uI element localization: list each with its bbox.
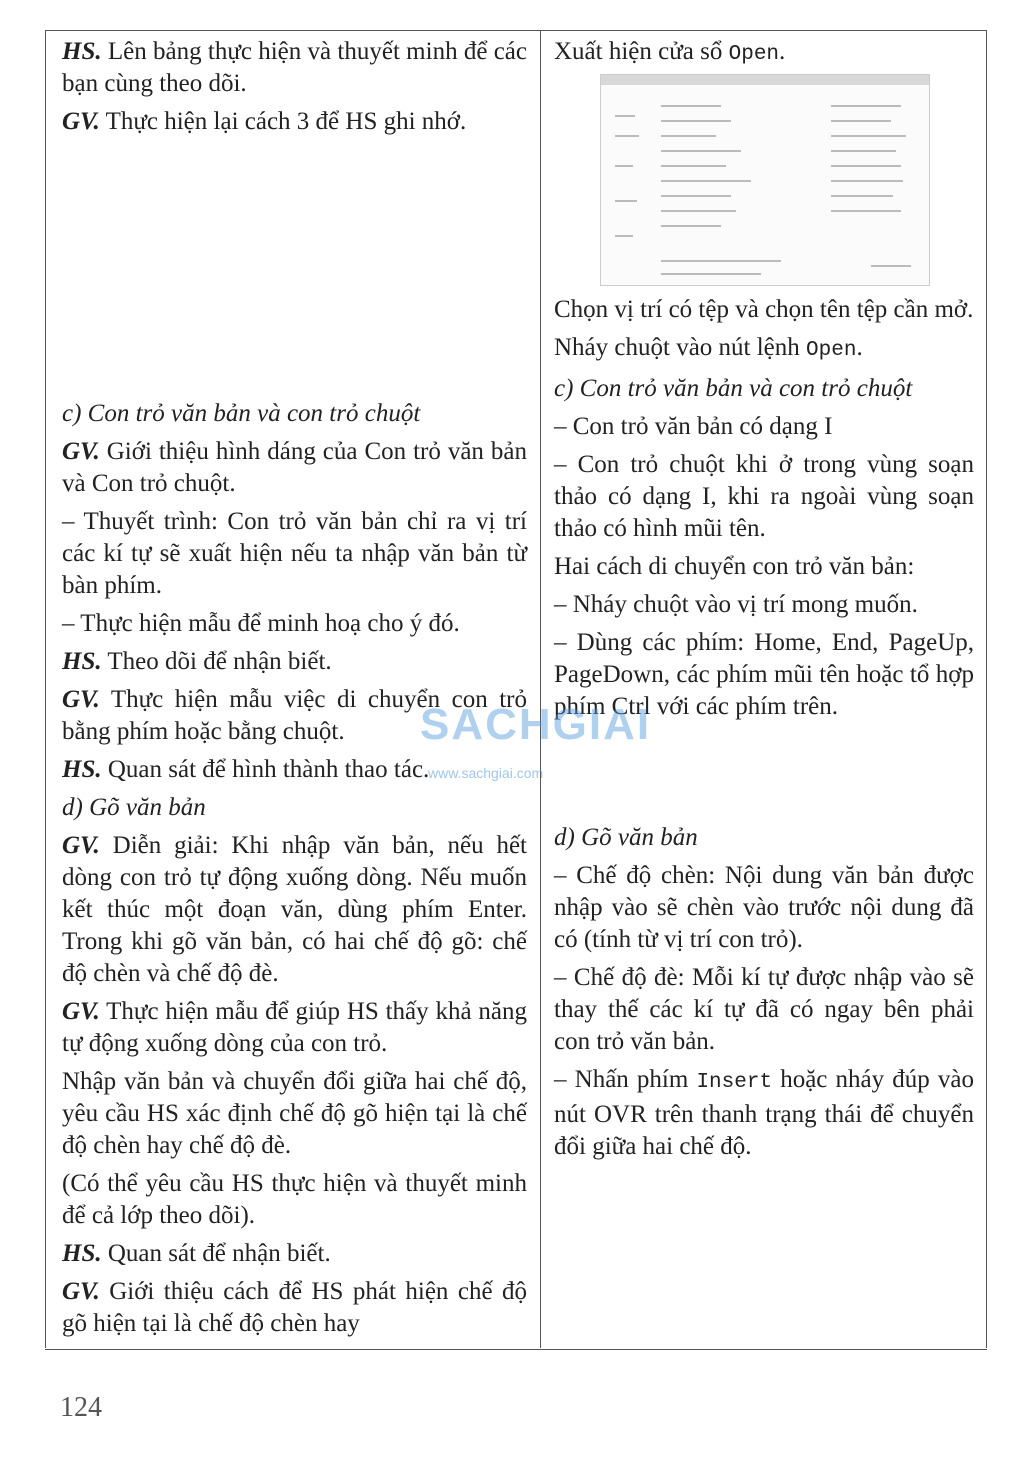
table-border-left [45,30,46,1348]
paragraph-text: – Nhấn phím [554,1066,697,1093]
paragraph-text: Quan sát để nhận biết. [101,1240,331,1267]
content-paragraph: – Nháy chuột vào vị trí mong muốn. [554,591,918,618]
page-number: 124 [60,1392,102,1423]
paragraph-text: Diễn giải: Khi nhập văn bản, nếu hết dòng con trỏ tự động xuống dòng. Nếu muốn kết thúc một đoạn văn, dùng phím Enter. Trong khi gõ văn bản, có hai chế độ gõ: chế độ chèn và chế độ đè. [62,832,527,987]
teacher-student-activities-column [62,36,527,144]
activity-paragraph: Nhập văn bản và chuyển đổi giữa hai chế độ, yêu cầu HS xác định chế độ gõ hiện tại là chế độ chèn hay chế độ đè. [62,1068,527,1159]
paragraph-text: . [856,334,863,361]
paragraph-text: Lên bảng thực hiện và thuyết minh để các bạn cùng theo dõi. [62,38,527,97]
code-text: Open [728,43,780,66]
paragraph-text: Giới thiệu hình dáng của Con trỏ văn bản và Con trỏ chuột. [62,438,527,497]
role-label: GV. [62,998,100,1025]
content-paragraph: Hai cách di chuyển con trỏ văn bản: [554,553,915,580]
paragraph-text: Giới thiệu cách để HS phát hiện chế độ gõ hiện tại là chế độ chèn hay [62,1278,527,1337]
paragraph-text: . [779,38,786,65]
content-paragraph: – Dùng các phím: Home, End, PageUp, PageDown, các phím mũi tên hoặc tổ hợp phím Ctrl với các phím trên. [554,629,974,720]
open-dialog-screenshot [600,74,930,286]
paragraph-text: Thực hiện mẫu việc di chuyển con trỏ bằng phím hoặc bằng chuột. [62,686,527,745]
paragraph-text: Nháy chuột vào nút lệnh [554,334,807,361]
role-label: GV. [62,1278,100,1305]
column-divider [540,30,541,1348]
content-paragraph: – Con trỏ văn bản có dạng I [554,413,833,440]
role-label: GV. [62,108,100,135]
content-paragraph [554,332,974,367]
content-paragraph [554,36,974,71]
paragraph-text: Thực hiện lại cách 3 để HS ghi nhớ. [99,108,467,135]
content-paragraph: Chọn vị trí có tệp và chọn tên tệp cần mở. [554,296,974,323]
teacher-student-activities-column-2 [62,398,527,1346]
section-heading: c) Con trỏ văn bản và con trỏ chuột [62,400,421,427]
role-label: HS. [62,38,102,65]
activity-paragraph [62,1276,527,1340]
content-paragraph: – Chế độ đè: Mỗi kí tự được nhập vào sẽ thay thế các kí tự đã có ngay bên phải con trỏ văn bản. [554,964,974,1055]
code-text: Insert [696,1071,773,1094]
activity-paragraph [62,996,527,1060]
role-label: GV. [62,832,100,859]
content-paragraph [554,1064,974,1163]
code-text: Open [806,339,857,362]
paragraph-text: Quan sát để hình thành thao tác. [101,756,430,783]
paragraph-text: Theo dõi để nhận biết. [101,648,332,675]
watermark-url: www.sachgiai.com [428,765,544,781]
role-label: GV. [62,438,100,465]
activity-paragraph [62,36,527,100]
content-column-3 [554,822,974,1169]
role-label: GV. [62,686,100,713]
activity-paragraph: – Thuyết trình: Con trỏ văn bản chỉ ra vị trí các kí tự sẽ xuất hiện nếu ta nhập văn bản từ bàn phím. [62,508,527,599]
activity-paragraph: (Có thể yêu cầu HS thực hiện và thuyết minh để cả lớp theo dõi). [62,1170,527,1229]
activity-paragraph [62,830,527,990]
section-heading: d) Gõ văn bản [554,824,698,851]
activity-paragraph: – Thực hiện mẫu để minh hoạ cho ý đó. [62,610,460,637]
section-heading: c) Con trỏ văn bản và con trỏ chuột [554,375,913,402]
activity-paragraph [62,1238,527,1270]
section-heading: d) Gõ văn bản [62,794,206,821]
activity-paragraph [62,106,527,138]
role-label: HS. [62,756,102,783]
role-label: HS. [62,648,102,675]
content-paragraph: – Chế độ chèn: Nội dung văn bản được nhập vào sẽ chèn vào trước nội dung đã có (tính từ vị trí con trỏ). [554,862,974,953]
content-column [554,36,974,77]
dialog-title-bar [601,75,929,85]
content-paragraph: – Con trỏ chuột khi ở trong vùng soạn thảo có dạng I, khi ra ngoài vùng soạn thảo có hình mũi tên. [554,451,974,542]
paragraph-text: hoặc nháy đúp vào nút OVR trên thanh trạng thái để chuyển đổi giữa hai chế độ. [554,1066,974,1160]
table-border-right [986,30,987,1348]
content-column-2 [554,294,974,729]
activity-paragraph [62,436,527,500]
paragraph-text: Thực hiện mẫu để giúp HS thấy khả năng tự động xuống dòng của con trỏ. [62,998,527,1057]
paragraph-text: Xuất hiện cửa sổ [554,38,729,65]
role-label: HS. [62,1240,102,1267]
activity-paragraph [62,646,527,678]
watermark-logo: SACHGIAI [420,700,652,749]
